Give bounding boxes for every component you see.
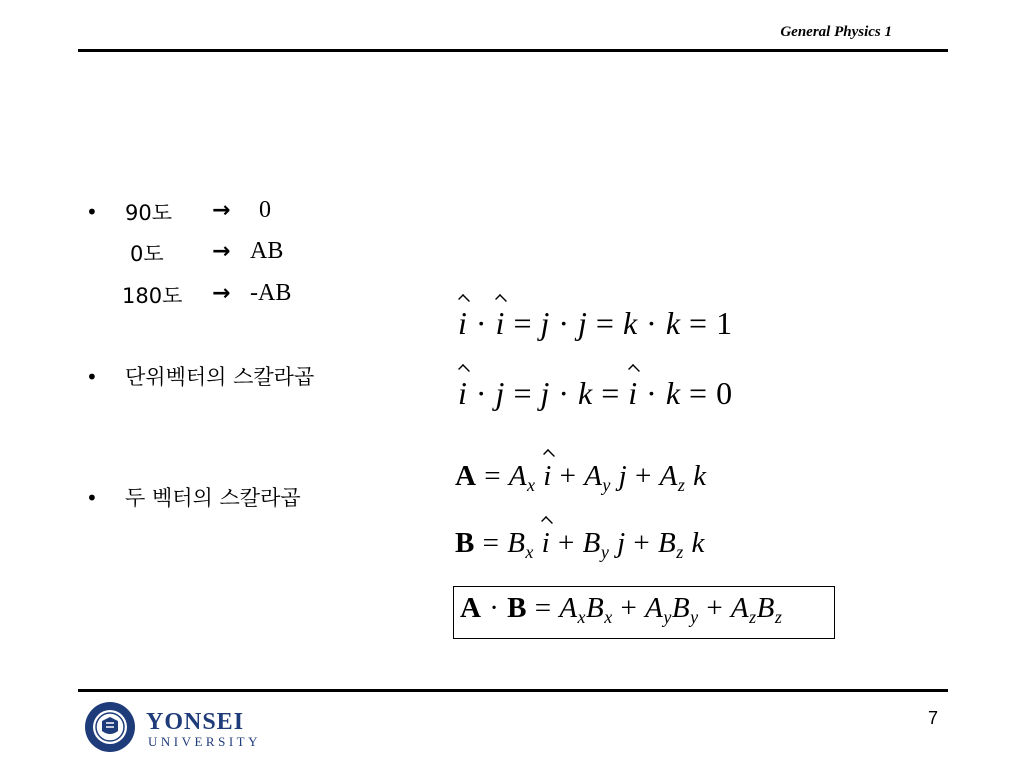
subscript: z (749, 607, 757, 627)
angle-0-result: AB (250, 238, 284, 264)
k-vector: k (622, 305, 638, 341)
subscript: x (604, 607, 613, 627)
subscript: x (525, 542, 534, 562)
component: B (756, 592, 775, 624)
angle-0-line (130, 238, 164, 268)
j-vector: j (617, 527, 626, 559)
angle-90-result: 0 (259, 197, 271, 223)
component: B (586, 592, 605, 624)
component: B (507, 527, 526, 559)
i-hat: i (628, 375, 638, 411)
arrow-icon: → (212, 239, 231, 264)
i-hat: i (541, 527, 551, 559)
unit-vector-label: 단위벡터의 스칼라곱 (125, 365, 315, 389)
component: B (582, 527, 601, 559)
bullet-dot: • (86, 486, 98, 510)
angle-90-label: 90도 (125, 201, 173, 225)
subscript: x (527, 475, 536, 495)
subscript: z (677, 475, 686, 495)
angle-90-line (125, 197, 172, 227)
j-vector: j (578, 305, 588, 341)
top-divider (78, 49, 948, 52)
subscript: y (602, 475, 611, 495)
vector-a: A (460, 592, 482, 624)
subscript: y (690, 607, 699, 627)
component: A (584, 460, 603, 492)
unit-dot-same-equation: i · i = j · j = k · k = 1 (458, 305, 733, 341)
subscript: z (774, 607, 783, 627)
arrow-icon: → (212, 281, 231, 306)
angle-180-line (122, 280, 182, 310)
course-title: General Physics 1 (780, 24, 892, 40)
subscript: z (676, 542, 684, 562)
vector-b: B (507, 592, 527, 624)
k-vector: k (578, 375, 593, 411)
seal-icon (84, 701, 136, 753)
vector-b: B (455, 527, 475, 559)
i-hat: i (543, 460, 552, 492)
vector-a: A (455, 460, 477, 492)
logo-subtitle: UNIVERSITY (148, 734, 261, 749)
equation-value: 1 (716, 305, 733, 341)
vector-a-equation: $A = A_x$ $i + A_y$ $j + A_z$ k (455, 460, 707, 495)
component: B (671, 592, 691, 624)
k-vector: k (691, 527, 705, 559)
component: A (659, 460, 678, 492)
page-number: 7 (927, 708, 938, 728)
k-vector: k (665, 305, 681, 341)
subscript: y (663, 607, 672, 627)
i-hat: i (495, 305, 505, 341)
logo-name: YONSEI (146, 709, 245, 735)
angle-180-result: -AB (250, 280, 292, 306)
j-vector: j (540, 375, 550, 411)
bullet-dot: • (86, 200, 98, 224)
component: A (508, 460, 528, 492)
two-vector-label: 두 벡터의 스칼라곱 (125, 486, 301, 510)
i-hat: i (458, 305, 468, 341)
j-vector: j (495, 375, 505, 411)
k-vector: k (693, 460, 707, 492)
unit-dot-orthogonal-equation: i · j = j · k = i · k = 0 (458, 375, 733, 411)
arrow-icon: → (212, 198, 231, 223)
j-vector: j (618, 460, 628, 492)
subscript: x (577, 607, 587, 627)
vector-b-equation: $B = B_x$ $i + B_y$ $j + B_z$ k (455, 527, 705, 562)
component: A (645, 592, 664, 624)
i-hat: i (458, 375, 468, 411)
equation-value: 0 (716, 375, 733, 411)
angle-180-label: 180도 (122, 284, 183, 308)
bottom-divider (78, 689, 948, 692)
k-vector: k (665, 375, 681, 411)
dot-product-equation: $A \cdot B = A_xB_x + A_yB_y + A_zB_z$ (460, 592, 783, 627)
subscript: y (600, 542, 610, 562)
j-vector: j (540, 305, 550, 341)
bullet-dot: • (86, 365, 98, 389)
component: A (559, 592, 578, 624)
component: B (657, 527, 677, 559)
university-logo (84, 701, 264, 757)
angle-0-label: 0도 (130, 242, 164, 266)
component: A (730, 592, 750, 624)
